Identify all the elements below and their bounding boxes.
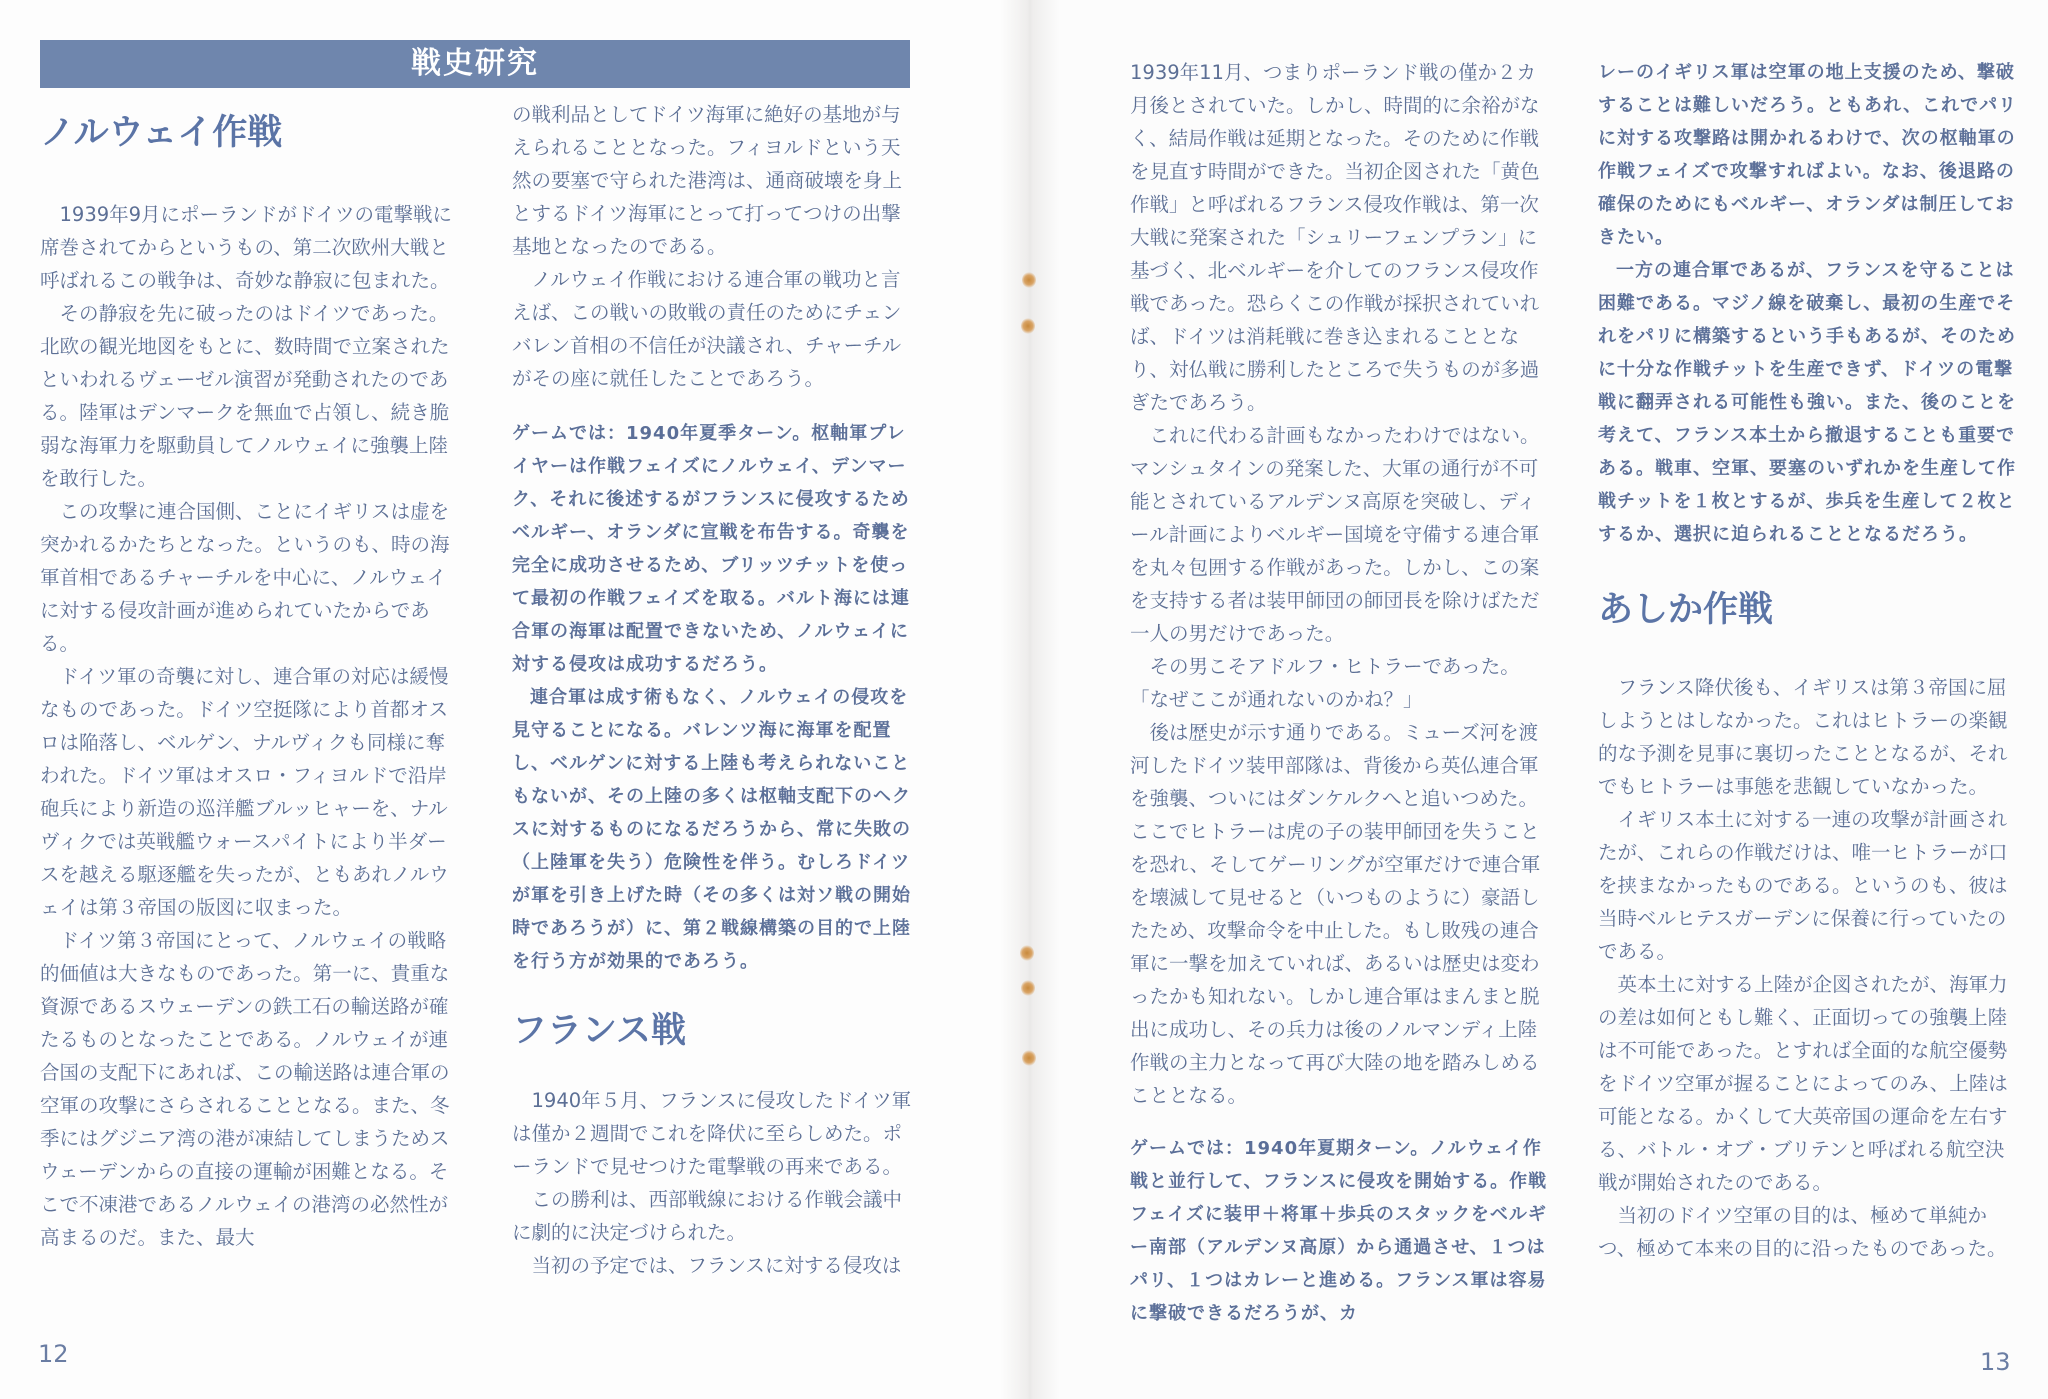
paragraph: イギリス本土に対する一連の攻撃が計画されたが、これらの作戦だけは、唯一ヒトラーが口を挟まなかったものである。というのも、彼は当時ベルヒテスガーデンに保養に行っていたのである。 <box>1598 808 2008 963</box>
paragraph: 英本土に対する上陸が企図されたが、海軍力の差は如何ともし難く、正面切っての強襲上陸は不可能であった。とすれば全面的な航空優勢をドイツ空軍が握ることによってのみ、上陸は可能となる。かくして大英帝国の運命を左右する、バトル・オブ・ブリテンと呼ばれる航空決戦が開始されたのである。 <box>1598 973 2008 1194</box>
paragraph: 当初のドイツ空軍の目的は、極めて単純かつ、極めて本来の目的に沿ったものであった。 <box>1598 1204 2007 1260</box>
rust-stain <box>1020 945 1034 961</box>
right-page <box>1020 0 2048 1399</box>
paragraph: 当初の予定では、フランスに対する侵攻は <box>531 1254 902 1277</box>
rust-stain <box>1022 1050 1036 1066</box>
paragraph: ノルウェイ作戦における連合軍の戦功と言えば、この戦いの敗戦の責任のためにチェンバレン首相の不信任が決議され、チャーチルがその座に就任したことであろう。 <box>512 268 902 390</box>
rust-stain <box>1021 980 1035 996</box>
paragraph: この攻撃に連合国側、ことにイギリスは虚を突かれるかたちとなった。というのも、時の海軍首相であるチャーチルを中心に、ノルウェイに対する侵攻計画が進められていたからである。 <box>40 500 450 655</box>
paragraph: その静寂を先に破ったのはドイツであった。北欧の観光地図をもとに、数時間で立案されたといわれるヴェーゼル演習が発動されたのである。陸軍はデンマークを無血で占領し、続き脆弱な海軍力を駆動員してノルウェイに強襲上陸を敢行した。 <box>40 302 450 490</box>
paragraph: この勝利は、西部戦線における作戦会議中に劇的に決定づけられた。 <box>512 1188 903 1244</box>
left-column-2 <box>512 98 912 1282</box>
paragraph: フランス降伏後も、イギリスは第３帝国に屈しようとはしなかった。これはヒトラーの楽観的な予測を見事に裏切ったこととなるが、それでもヒトラーは事態を悲観していなかった。 <box>1598 676 2008 798</box>
paragraph: 1940年５月、フランスに侵攻したドイツ軍は僅か２週間でこれを降伏に至らしめた。ポーランドで見せつけた電撃戦の再来である。 <box>512 1089 912 1178</box>
heading-france-campaign: フランス戦 <box>512 1011 686 1051</box>
paragraph: その男こそアドルフ・ヒトラーであった。 <box>1149 655 1520 678</box>
heading-norway-operation: ノルウェイ作戦 <box>40 113 283 153</box>
heading-sea-lion-operation: あしか作戦 <box>1598 590 1774 630</box>
paragraph: これに代わる計画もなかったわけではない。マンシュタインの発案した、大軍の通行が不可能とされているアルデンヌ高原を突破し、ディール計画によりベルギー国境を守備する連合軍を丸々包囲する作戦があった。しかし、この案を支持する者は装甲師団の師団長を除けばただ一人の男だけであった。 <box>1130 424 1540 645</box>
page-number-left: 12 <box>38 1340 69 1368</box>
rust-stain <box>1022 272 1036 288</box>
paragraph: 「なぜここが通れないのかね？」 <box>1130 688 1423 711</box>
right-column-1 <box>1130 56 1550 1330</box>
game-note: 一方の連合軍であるが、フランスを守ることは困難である。マジノ線を破棄し、最初の生産でそれをパリに構築するという手もあるが、そのために十分な作戦チットを生産できず、ドイツの電撃戦に翻弄される可能性も強い。また、後のことを考えて、フランス本土から撤退することも重要である。戦車、空軍、要塞のいずれかを生産して作戦チットを１枚とするが、歩兵を生産して２枚とするか、選択に迫られることとなるだろう。 <box>1598 260 2016 545</box>
left-page <box>0 0 1020 1399</box>
page-number-right: 13 <box>1980 1348 2011 1376</box>
game-note: 連合軍は成す術もなく、ノルウェイの侵攻を見守ることになる。バレンツ海に海軍を配置し、ベルゲンに対する上陸も考えられないこともないが、その上陸の多くは枢軸支配下のヘクスに対するものになるだろうから、常に失敗の（上陸軍を失う）危険性を伴う。むしろドイツが軍を引き上げた時（その多くは対ソ戦の開始時であろうが）に、第２戦線構築の目的で上陸を行う方が効果的であろう。 <box>512 687 911 972</box>
paragraph: 1939年11月、つまりポーランド戦の僅か２カ月後とされていた。しかし、時間的に余裕がなく、結局作戦は延期となった。そのために作戦を見直す時間ができた。当初企図された「黄色作戦」と呼ばれるフランス侵攻作戦は、第一次大戦に発案された「シュリーフェンプラン」に基づく、北ベルギーを介してのフランス侵攻作戦であった。恐らくこの作戦が採択されていれば、ドイツは消耗戦に巻き込まれることとなり、対仏戦に勝利したところで失うものが多過ぎたであろう。 <box>1130 61 1540 414</box>
game-note: レーのイギリス軍は空軍の地上支援のため、撃破することは難しいだろう。ともあれ、これでパリに対する攻撃路は開かれるわけで、次の枢軸軍の作戦フェイズで攻撃すればよい。なお、後退路の確保のためにもベルギー、オランダは制圧しておきたい。 <box>1598 62 2018 248</box>
section-header-title: 戦史研究 <box>411 46 539 81</box>
game-note: ゲームでは：1940年夏季ターン。枢軸軍プレイヤーは作戦フェイズにノルウェイ、デンマーク、それに後述するがフランスに侵攻するためベルギー、オランダに宣戦を布告する。奇襲を完全に成功させるため、ブリッツチットを使って最初の作戦フェイズを取る。バルト海には連合軍の海軍は配置できないため、ノルウェイに対する侵攻は成功するだろう。 <box>512 423 910 675</box>
section-header-bar <box>40 40 910 88</box>
rust-stain <box>1021 318 1035 334</box>
paragraph: 後は歴史が示す通りである。ミューズ河を渡河したドイツ装甲部隊は、背後から英仏連合軍を強襲、ついにはダンケルクへと追いつめた。ここでヒトラーは虎の子の装甲師団を失うことを恐れ、そしてゲーリングが空軍だけで連合軍を壊滅して見せると（いつものように）豪語したため、攻撃命令を中止した。もし敗残の連合軍に一撃を加えていれば、あるいは歴史は変わったかも知れない。しかし連合軍はまんまと脱出に成功し、その兵力は後のノルマンディ上陸作戦の主力となって再び大陸の地を踏みしめることとなる。 <box>1130 721 1541 1107</box>
paragraph: の戦利品としてドイツ海軍に絶好の基地が与えられることとなった。フィヨルドという天然の要塞で守られた港湾は、通商破壊を身上とするドイツ海軍にとって打ってつけの出撃基地となったのである。 <box>512 103 903 258</box>
book-gutter <box>1000 0 1060 1399</box>
left-column-1 <box>40 108 460 1254</box>
paragraph: ドイツ軍の奇襲に対し、連合軍の対応は緩慢なものであった。ドイツ空挺隊により首都オスロは陥落し、ベルゲン、ナルヴィクも同様に奪われた。ドイツ軍はオスロ・フィヨルドで沿岸砲兵により新造の巡洋艦ブルッヒャーを、ナルヴィクでは英戦艦ウォースパイトにより半ダースを越える駆逐艦を失ったが、ともあれノルウェイは第３帝国の版図に収まった。 <box>40 665 449 919</box>
paragraph: 1939年9月にポーランドがドイツの電撃戦に席巻されてからというもの、第二次欧州大戦と呼ばれるこの戦争は、奇妙な静寂に包まれた。 <box>40 203 453 292</box>
right-column-2 <box>1598 56 2018 1265</box>
game-note: ゲームでは：1940年夏期ターン。ノルウェイ作戦と並行して、フランスに侵攻を開始する。作戦フェイズに装甲＋将軍＋歩兵のスタックをベルギー南部（アルデンヌ高原）から通過させ、１つはパリ、１つはカレーと進める。フランス軍は容易に撃破できるだろうが、カ <box>1130 1138 1548 1324</box>
paragraph: ドイツ第３帝国にとって、ノルウェイの戦略的価値は大きなものであった。第一に、貴重な資源であるスウェーデンの鉄工石の輸送路が確たるものとなったことである。ノルウェイが連合国の支配下にあれば、この輸送路は連合軍の空軍の攻撃にさらされることとなる。また、冬季にはグジニア湾の港が凍結してしまうためスウェーデンからの直接の運輸が困難となる。そこで不凍港であるノルウェイの港湾の必然性が高まるのだ。また、最大 <box>40 929 450 1249</box>
